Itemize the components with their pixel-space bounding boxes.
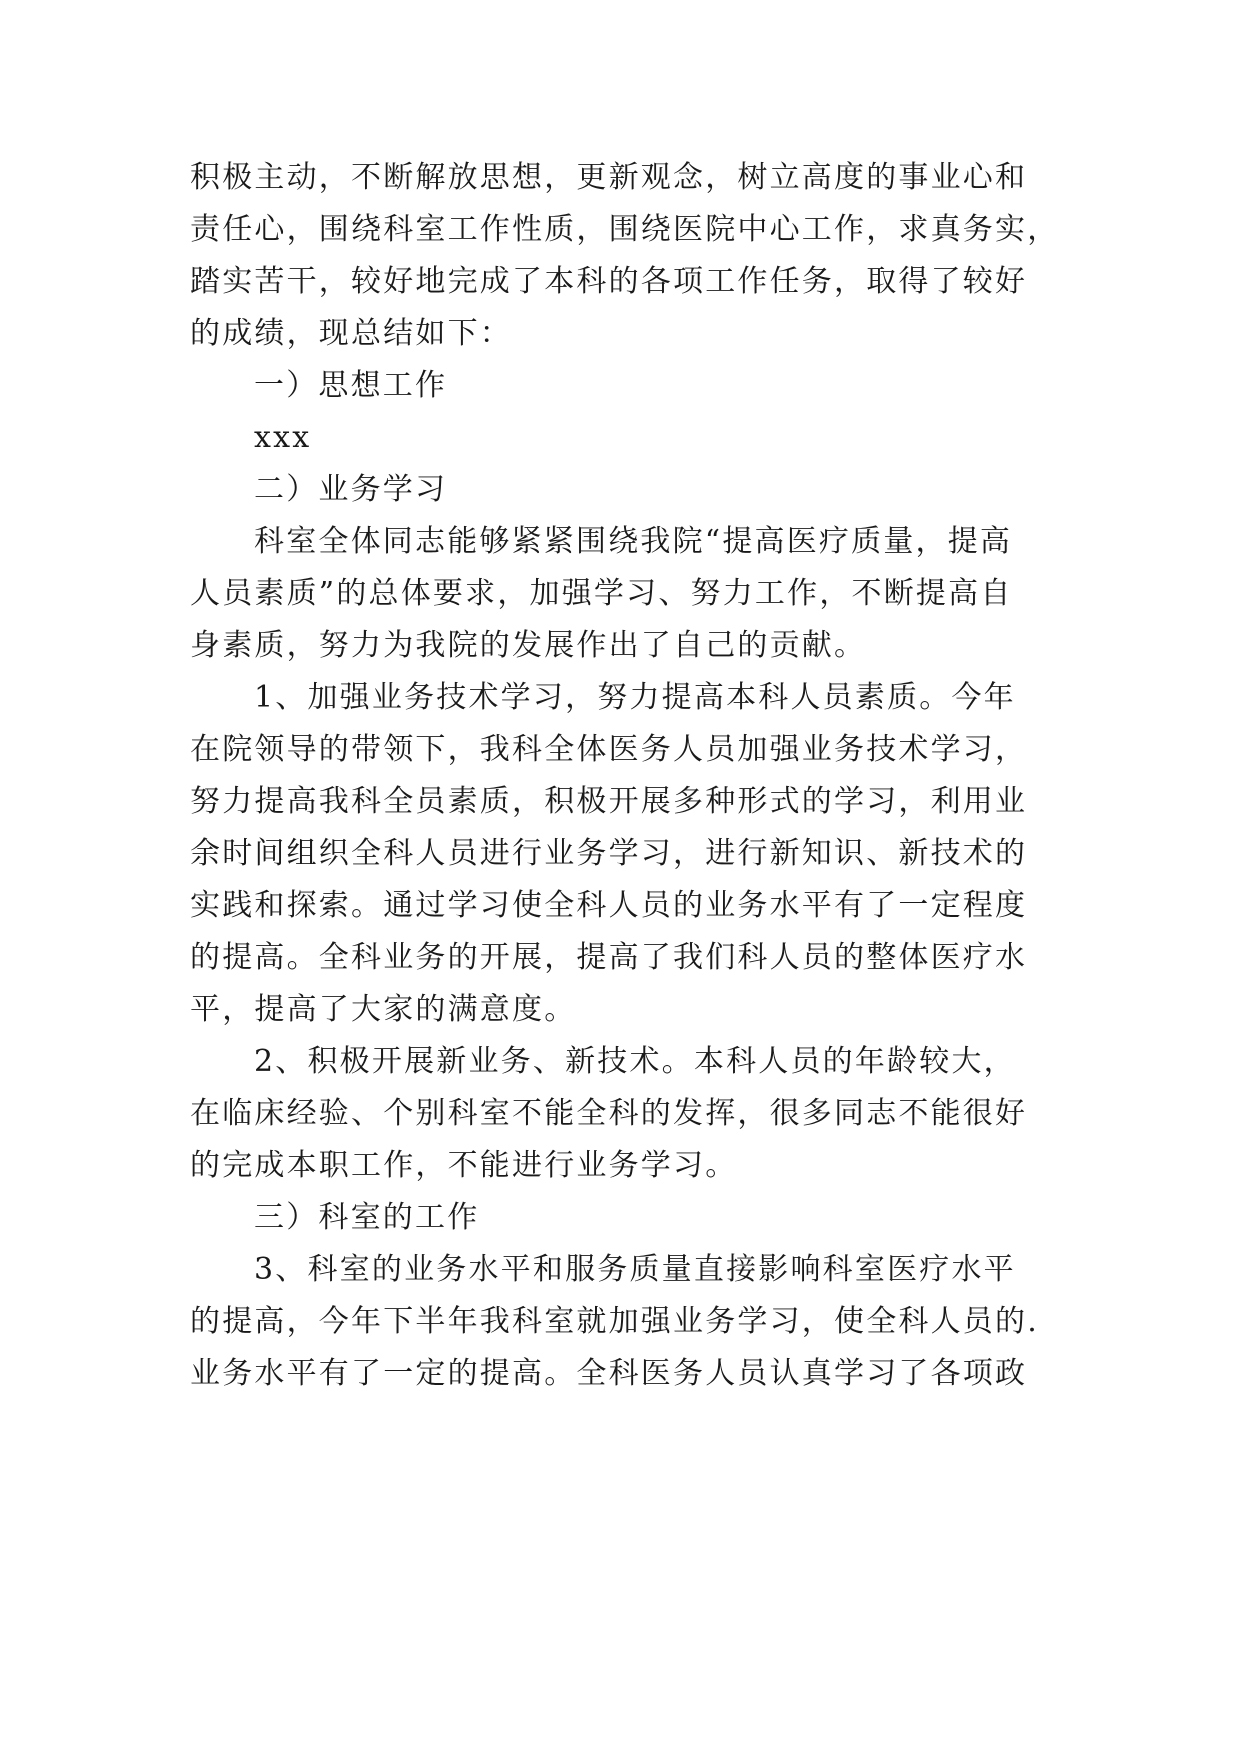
body-line-2: 责任心，围绕科室工作性质，围绕医院中心工作，求真务实， (190, 212, 1060, 247)
body-line-1: 积极主动，不断解放思想，更新观念，树立高度的事业心和 (190, 160, 1028, 195)
body-line-15: 实践和探索。通过学习使全科人员的业务水平有了一定程度 (190, 888, 1028, 923)
body-line-20: 的完成本职工作，不能进行业务学习。 (190, 1148, 738, 1183)
numbered-item-2: 2、积极开展新业务、新技术。本科人员的年龄较大， (254, 1044, 1016, 1079)
placeholder-text: xxx (254, 420, 312, 455)
body-line-4: 的成绩，现总结如下： (190, 316, 512, 351)
body-line-24: 业务水平有了一定的提高。全科医务人员认真学习了各项政 (190, 1356, 1028, 1391)
body-line-12: 在院领导的带领下，我科全体医务人员加强业务技术学习， (190, 732, 1028, 767)
section-heading-business-study: 二）业务学习 (254, 472, 448, 507)
numbered-item-1: 1、加强业务技术学习，努力提高本科人员素质。今年 (254, 680, 1016, 715)
body-line-17: 平，提高了大家的满意度。 (190, 992, 577, 1027)
body-line-19: 在临床经验、个别科室不能全科的发挥，很多同志不能很好 (190, 1096, 1028, 1131)
body-line-9: 人员素质”的总体要求，加强学习、努力工作，不断提高自 (190, 576, 1013, 611)
section-heading-department-work: 三）科室的工作 (254, 1200, 480, 1235)
section-heading-thought-work: 一）思想工作 (254, 368, 448, 403)
body-line-3: 踏实苦干，较好地完成了本科的各项工作任务，取得了较好 (190, 264, 1028, 299)
body-line-16: 的提高。全科业务的开展，提高了我们科人员的整体医疗水 (190, 940, 1028, 975)
body-line-14: 余时间组织全科人员进行业务学习，进行新知识、新技术的 (190, 836, 1028, 871)
body-line-10: 身素质，努力为我院的发展作出了自己的贡献。 (190, 628, 867, 663)
body-line-23: 的提高，今年下半年我科室就加强业务学习，使全科人员的. (190, 1304, 1039, 1339)
body-line-13: 努力提高我科全员素质，积极开展多种形式的学习，利用业 (190, 784, 1028, 819)
numbered-item-3: 3、科室的业务水平和服务质量直接影响科室医疗水平 (254, 1252, 1016, 1287)
body-line-8: 科室全体同志能够紧紧围绕我院“提高医疗质量，提高 (254, 524, 1013, 559)
